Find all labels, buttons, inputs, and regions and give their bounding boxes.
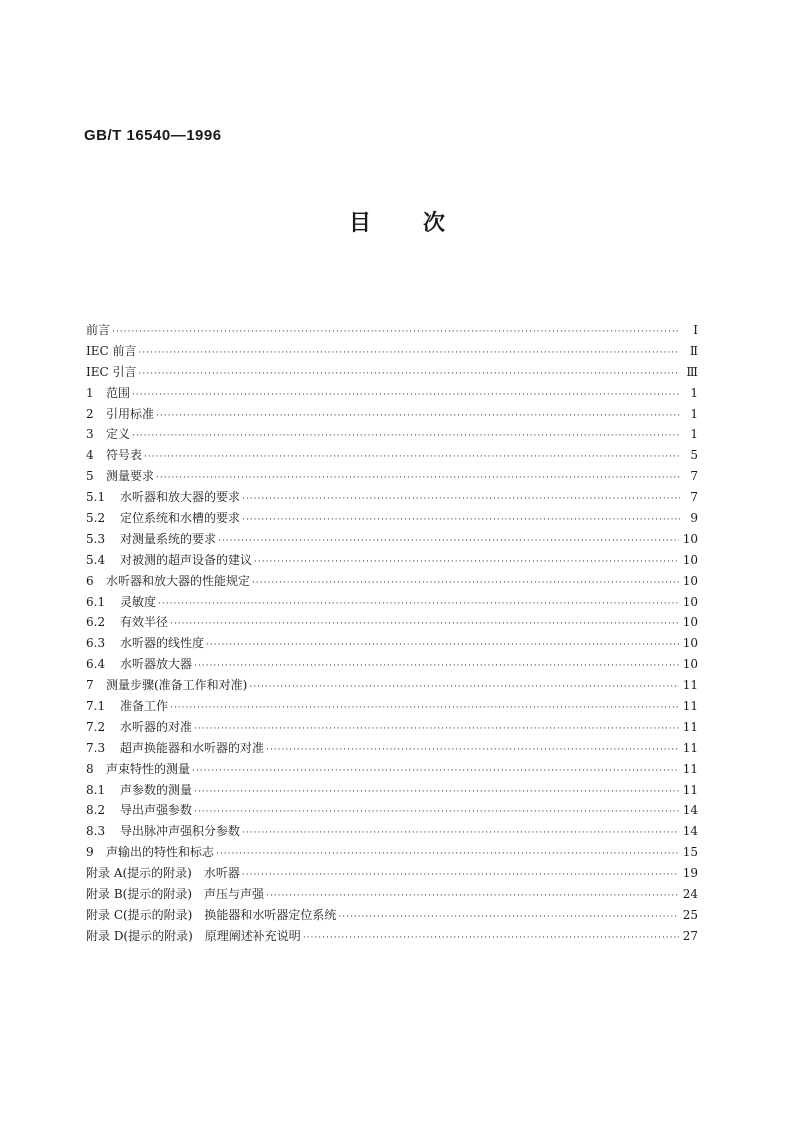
toc-leader-dots: [112, 322, 680, 343]
toc-leader-dots: [139, 364, 681, 385]
toc-entry[interactable]: [86, 383, 698, 404]
toc-leader-dots: [194, 782, 679, 803]
toc-entry-label: [86, 738, 266, 759]
toc-entry-page: 1: [690, 427, 698, 442]
toc-entry-page: 7: [690, 490, 698, 505]
toc-entry-label: [86, 508, 242, 529]
toc-entry[interactable]: [86, 424, 698, 445]
toc-entry-number: 1: [86, 385, 94, 400]
toc-entry-label: [86, 633, 206, 654]
toc-entry-label: [86, 926, 303, 947]
toc-entry-label: [86, 863, 242, 884]
toc-entry-label: [86, 654, 194, 675]
toc-entry[interactable]: [86, 571, 698, 592]
toc-leader-dots: [242, 510, 680, 531]
toc-entry[interactable]: [86, 675, 698, 696]
toc-entry-label: [86, 362, 139, 383]
toc-entry-title: 测量要求: [106, 469, 155, 484]
toc-entry-title: 符号表: [106, 448, 143, 463]
toc-entry-number: 5: [86, 469, 94, 484]
toc-entry-page: I: [693, 323, 698, 337]
toc-entry-title: 测量步骤(准备工作和对准): [106, 678, 248, 693]
toc-entry-label: [86, 800, 194, 821]
toc-entry-number: 8.3: [86, 824, 106, 839]
toc-entry[interactable]: [86, 362, 698, 383]
toc-entry-label: [86, 717, 194, 738]
toc-entry-title: 声参数的测量: [120, 782, 193, 797]
toc-entry-title: 引用标准: [106, 406, 155, 421]
toc-entry-page: 11: [682, 678, 698, 693]
toc-entry-page: 27: [682, 928, 698, 943]
toc-entry-label: [86, 445, 144, 466]
toc-entry-label: [86, 675, 249, 696]
toc-entry-label: [86, 884, 266, 905]
toc-leader-dots: [192, 761, 679, 782]
toc-entry-number: 2: [86, 406, 94, 421]
toc-entry[interactable]: [86, 445, 698, 466]
toc-entry-number: 5.1: [86, 490, 106, 505]
toc-entry-label: [86, 592, 158, 613]
toc-leader-dots: [216, 844, 679, 865]
toc-leader-dots: [194, 802, 679, 823]
toc-entry[interactable]: [86, 863, 698, 884]
toc-entry-title: IEC 引言: [86, 364, 137, 379]
toc-leader-dots: [170, 698, 679, 719]
toc-entry[interactable]: [86, 926, 698, 947]
toc-entry-number: 6: [86, 573, 94, 588]
toc-leader-dots: [156, 468, 680, 489]
toc-entry-title: 导出脉冲声强积分参数: [120, 824, 241, 839]
title-part-1: 目: [348, 211, 371, 236]
toc-entry-title: 定义: [106, 427, 131, 442]
toc-entry-number: 6.4: [86, 657, 106, 672]
toc-entry-number: 5.2: [86, 511, 106, 526]
toc-leader-dots: [242, 823, 679, 844]
toc-entry-label: [86, 905, 338, 926]
toc-entry-label: [86, 696, 170, 717]
toc-leader-dots: [194, 656, 679, 677]
toc-entry-number: 4: [86, 448, 94, 463]
toc-entry[interactable]: [86, 800, 698, 821]
toc-entry-page: 11: [682, 740, 698, 755]
toc-entry[interactable]: [86, 612, 698, 633]
toc-entry-title: 水听器放大器: [120, 657, 193, 672]
toc-leader-dots: [303, 928, 679, 949]
toc-entry-number: 7.1: [86, 699, 106, 714]
toc-entry-label: [86, 341, 139, 362]
toc-entry-page: 10: [682, 615, 698, 630]
toc-leader-dots: [156, 406, 680, 427]
toc-entry-page: 7: [690, 469, 698, 484]
toc-entry-title: 对测量系统的要求: [120, 531, 217, 546]
toc-entry[interactable]: [86, 341, 698, 362]
toc-entry[interactable]: [86, 884, 698, 905]
toc-leader-dots: [132, 385, 680, 406]
toc-entry-title: 前言: [86, 323, 111, 337]
toc-entry-number: 9: [86, 845, 94, 860]
toc-leader-dots: [254, 552, 679, 573]
toc-leader-dots: [144, 447, 680, 468]
toc-entry[interactable]: [86, 759, 698, 780]
toc-entry[interactable]: [86, 717, 698, 738]
toc-entry-page: Ⅱ: [689, 343, 698, 358]
toc-leader-dots: [242, 865, 679, 886]
toc-entry-page: 10: [682, 573, 698, 588]
toc-entry-label: [86, 383, 132, 404]
toc-leader-dots: [132, 426, 680, 447]
toc-entry[interactable]: [86, 696, 698, 717]
toc-entry-page: 25: [682, 907, 698, 922]
toc-entry-page: 14: [682, 824, 698, 839]
toc-entry-title: 附录 A(提示的附录) 水听器: [86, 866, 240, 881]
toc-entry-label: [86, 759, 192, 780]
toc-entry-page: 15: [682, 845, 698, 860]
toc-entry-page: 5: [690, 448, 698, 463]
toc-entry[interactable]: [86, 633, 698, 654]
toc-entry-title: 导出声强参数: [120, 803, 193, 818]
toc-entry-label: [86, 320, 112, 341]
toc-entry-page: 9: [690, 511, 698, 526]
toc-entry-title: 水听器的对准: [120, 719, 193, 734]
toc-leader-dots: [252, 573, 679, 594]
toc-entry-label: [86, 571, 252, 592]
toc-entry-page: 11: [682, 782, 698, 797]
toc-entry[interactable]: [86, 654, 698, 675]
toc-entry[interactable]: [86, 780, 698, 801]
toc-entry-page: 10: [682, 531, 698, 546]
toc-entry-title: 附录 C(提示的附录) 换能器和水听器定位系统: [86, 907, 337, 922]
toc-entry-page: 10: [682, 552, 698, 567]
toc-entry-label: [86, 529, 218, 550]
toc-entry-label: [86, 404, 156, 425]
toc-entry-title: 有效半径: [120, 615, 169, 630]
toc-entry-label: [86, 612, 170, 633]
table-of-contents: [86, 320, 698, 947]
toc-entry-title: 声束特性的测量: [106, 761, 191, 776]
toc-entry-label: [86, 424, 132, 445]
toc-entry-number: 8.2: [86, 803, 106, 818]
toc-entry[interactable]: [86, 821, 698, 842]
toc-entry-number: 6.2: [86, 615, 106, 630]
toc-entry-title: 水听器的线性度: [120, 636, 205, 651]
toc-entry[interactable]: [86, 738, 698, 759]
toc-entry-page: Ⅲ: [686, 364, 698, 379]
toc-entry-title: 水听器和放大器的性能规定: [106, 573, 251, 588]
toc-entry[interactable]: [86, 529, 698, 550]
page-title: [0, 206, 794, 237]
toc-entry-number: 8.1: [86, 782, 106, 797]
toc-entry-page: 10: [682, 636, 698, 651]
toc-entry-title: 声输出的特性和标志: [106, 845, 215, 860]
toc-entry-page: 24: [682, 887, 698, 902]
toc-entry[interactable]: [86, 550, 698, 571]
toc-entry-page: 11: [682, 719, 698, 734]
toc-entry-title: IEC 前言: [86, 343, 137, 358]
toc-entry-page: 1: [690, 406, 698, 421]
toc-entry[interactable]: [86, 905, 698, 926]
toc-entry-number: 5.4: [86, 552, 106, 567]
toc-leader-dots: [170, 614, 679, 635]
toc-leader-dots: [266, 886, 679, 907]
toc-entry-title: 水听器和放大器的要求: [120, 490, 241, 505]
toc-entry-number: 7: [86, 678, 94, 693]
toc-entry-title: 准备工作: [120, 699, 169, 714]
toc-leader-dots: [249, 677, 678, 698]
title-part-2: 次: [423, 211, 446, 236]
toc-entry-label: [86, 842, 216, 863]
toc-entry-title: 灵敏度: [120, 594, 157, 609]
toc-leader-dots: [139, 343, 681, 364]
toc-entry-number: 8: [86, 761, 94, 776]
toc-entry-title: 对被测的超声设备的建议: [120, 552, 253, 567]
toc-entry-number: 6.3: [86, 636, 106, 651]
toc-entry[interactable]: [86, 404, 698, 425]
toc-leader-dots: [194, 719, 679, 740]
toc-entry-title: 定位系统和水槽的要求: [120, 511, 241, 526]
toc-entry-page: 19: [682, 866, 698, 881]
toc-entry-number: 6.1: [86, 594, 106, 609]
toc-leader-dots: [158, 594, 679, 615]
toc-entry-label: [86, 550, 254, 571]
toc-leader-dots: [338, 907, 678, 928]
toc-entry[interactable]: [86, 487, 698, 508]
toc-entry-page: 11: [682, 761, 698, 776]
toc-entry-number: 7.2: [86, 719, 106, 734]
toc-entry[interactable]: [86, 592, 698, 613]
toc-entry-page: 14: [682, 803, 698, 818]
toc-entry-page: 10: [682, 657, 698, 672]
toc-entry-title: 附录 D(提示的附录) 原理阐述补充说明: [86, 928, 301, 943]
toc-entry-title: 超声换能器和水听器的对准: [120, 740, 265, 755]
toc-leader-dots: [266, 740, 679, 761]
toc-entry[interactable]: [86, 320, 698, 341]
toc-entry-label: [86, 487, 242, 508]
toc-entry-page: 1: [690, 385, 698, 400]
standard-code: GB/T 16540—1996: [84, 127, 222, 144]
toc-entry-number: 5.3: [86, 531, 106, 546]
toc-entry-number: 3: [86, 427, 94, 442]
toc-entry-title: 附录 B(提示的附录) 声压与声强: [86, 887, 264, 902]
toc-entry-page: 11: [682, 699, 698, 714]
toc-leader-dots: [242, 489, 680, 510]
toc-entry-label: [86, 466, 156, 487]
toc-leader-dots: [218, 531, 679, 552]
toc-entry[interactable]: [86, 842, 698, 863]
toc-entry-label: [86, 780, 194, 801]
toc-entry[interactable]: [86, 466, 698, 487]
toc-leader-dots: [206, 635, 679, 656]
toc-entry-label: [86, 821, 242, 842]
toc-entry-page: 10: [682, 594, 698, 609]
toc-entry-title: 范围: [106, 385, 131, 400]
toc-entry-number: 7.3: [86, 740, 106, 755]
toc-entry[interactable]: [86, 508, 698, 529]
